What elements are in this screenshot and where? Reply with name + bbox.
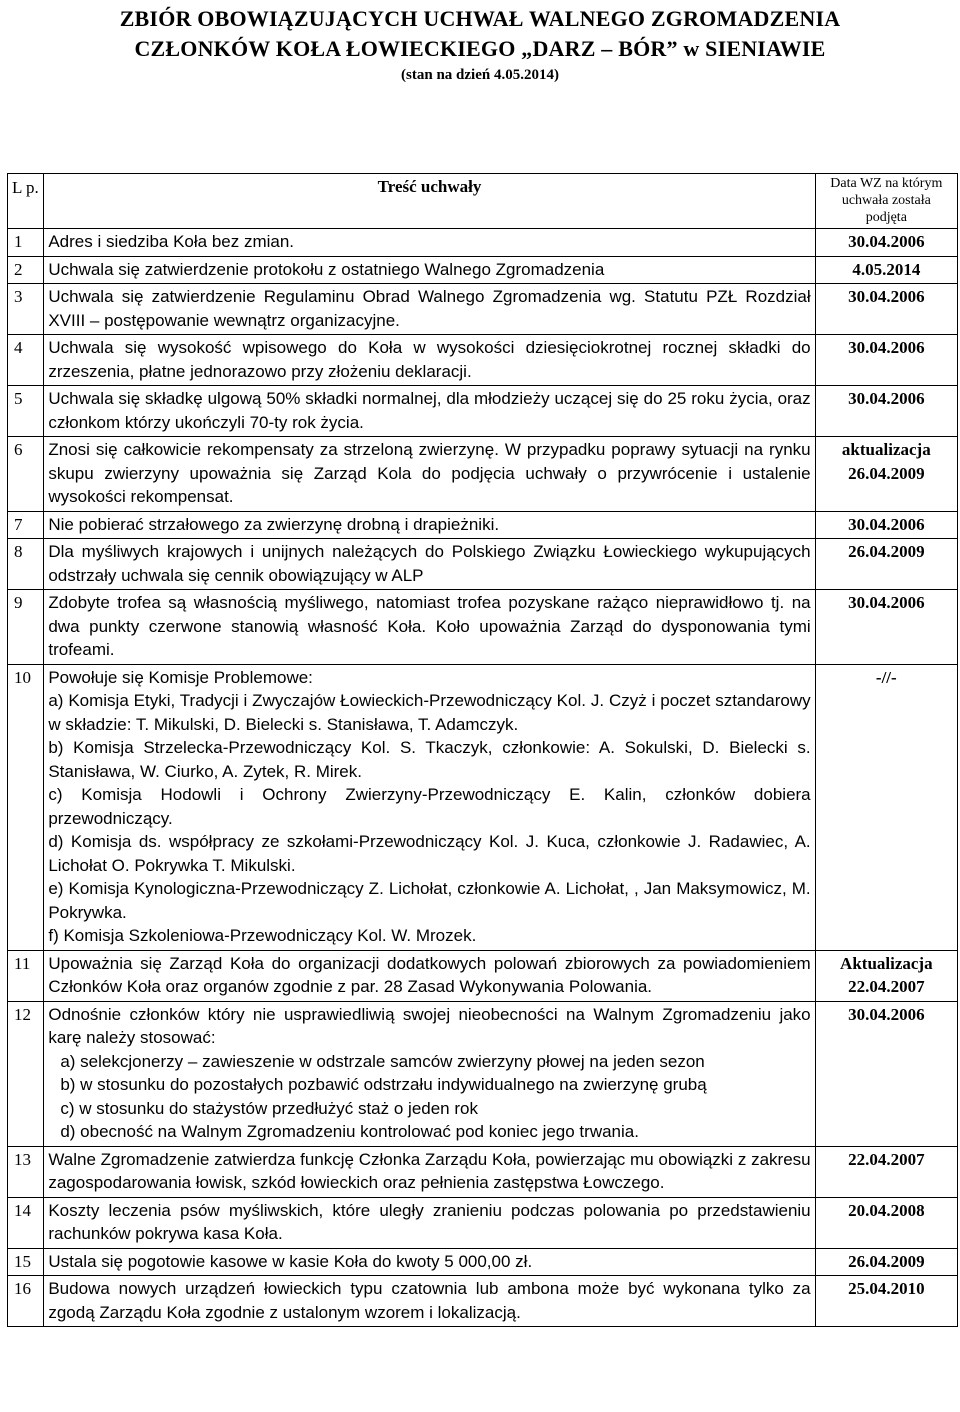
row-number: 8 bbox=[8, 539, 44, 590]
table-row bbox=[8, 664, 958, 950]
row-number: 16 bbox=[8, 1276, 44, 1327]
table-row bbox=[8, 1248, 958, 1276]
row-text bbox=[44, 437, 815, 512]
row-date: 22.04.2007 bbox=[815, 1146, 957, 1197]
table-row bbox=[8, 1197, 958, 1248]
row-number: 13 bbox=[8, 1146, 44, 1197]
row-text-line: f) Komisja Szkoleniowa-Przewodniczący Kol. W. Mrozek. bbox=[48, 926, 477, 945]
row-text-line: a) Komisja Etyki, Tradycji i Zwyczajów Łowieckich-Przewodniczący Kol. J. Czyż i poczet sztandarowy w składzie: T. Mikulski, D. Bielecki s. Stanisława, T. Adamczyk. bbox=[48, 691, 811, 734]
row-text-line: Odnośnie członków który nie usprawiedliwią swojej nieobecności na Walnym Zgromadzeniu jako karę należy stosować: bbox=[48, 1004, 811, 1047]
row-text bbox=[44, 335, 815, 386]
table-body bbox=[8, 229, 958, 1327]
row-date: 30.04.2006 bbox=[815, 284, 957, 335]
row-text bbox=[44, 386, 815, 437]
row-date: aktualizacja 26.04.2009 bbox=[815, 437, 957, 512]
row-text bbox=[44, 229, 815, 257]
row-text-line: Nie pobierać strzałowego za zwierzynę drobną i drapieżniki. bbox=[48, 514, 500, 534]
row-text-line: b) Komisja Strzelecka-Przewodniczący Kol. S. Tkaczyk, członkowie: A. Sokulski, D. Bielecki s. Stanisława, W. Ciurko, A. Zytek, R. Mirek. bbox=[48, 738, 811, 781]
row-text-line: b) w stosunku do pozostałych pozbawić odstrzału indywidualnego na zwierzynę grubą bbox=[60, 1075, 707, 1094]
row-number: 12 bbox=[8, 1001, 44, 1146]
document-subtitle: (stan na dzień 4.05.2014) bbox=[401, 67, 559, 83]
row-text bbox=[44, 664, 815, 950]
document-title-line-2: CZŁONKÓW KOŁA ŁOWIECKIEGO „DARZ – BÓR” w SIENIAWIE bbox=[134, 36, 826, 61]
row-text-line: Uchwala się zatwierdzenie protokołu z ostatniego Walnego Zgromadzenia bbox=[48, 259, 605, 279]
row-date: 30.04.2006 bbox=[815, 335, 957, 386]
row-date: 25.04.2010 bbox=[815, 1276, 957, 1327]
row-number: 14 bbox=[8, 1197, 44, 1248]
row-text-line: Budowa nowych urządzeń łowieckich typu czatownia lub ambona może być wykonana tylko za zgodą Zarządu Koła zgodnie z ustalonym wzorem i lokalizacją. bbox=[48, 1279, 811, 1322]
row-date: 26.04.2009 bbox=[815, 539, 957, 590]
row-number: 10 bbox=[8, 664, 44, 950]
row-date: 30.04.2006 bbox=[815, 590, 957, 665]
row-text-line: Walne Zgromadzenie zatwierdza funkcję Członka Zarządu Koła, powierzając mu obowiązki z zakresu zagospodarowania łowisk, szkód łowieckich oraz pełnienia zastępstwa Łowczego. bbox=[48, 1149, 811, 1192]
row-date: 30.04.2006 bbox=[815, 1001, 957, 1146]
row-text-line: Uchwala się wysokość wpisowego do Koła w wysokości dziesięciokrotnej rocznej składki do zrzeszenia, płatne jednorazowo przy złożeniu deklaracji. bbox=[48, 338, 811, 381]
row-text bbox=[44, 1197, 815, 1248]
row-date: 26.04.2009 bbox=[815, 1248, 957, 1276]
table-row bbox=[8, 1276, 958, 1327]
row-text-line: Dla myśliwych krajowych i unijnych należących do Polskiego Związku Łowieckiego wykupujących odstrzały uchwala się cennik obowiązujący w ALP bbox=[48, 542, 811, 585]
row-text-line: Adres i siedziba Koła bez zmian. bbox=[48, 232, 295, 251]
table-row bbox=[8, 386, 958, 437]
document-title-line-1: ZBIÓR OBOWIĄZUJĄCYCH UCHWAŁ WALNEGO ZGROMADZENIA bbox=[119, 6, 841, 31]
row-number: 3 bbox=[8, 284, 44, 335]
row-text-line: e) Komisja Kynologiczna-Przewodniczący Z. Lichołat, członkowie A. Lichołat, , Jan Maksymowicz, M. Pokrywka. bbox=[48, 879, 811, 922]
table-header-row bbox=[8, 174, 958, 229]
row-text-line: Znosi się całkowicie rekompensaty za strzeloną zwierzynę. W przypadku poprawy sytuacji na rynku skupu zwierzyny upoważnia się Zarząd Kola do podjęcia uchwały o przywrócenie i ustalenie wysokości rekompensat. bbox=[48, 440, 811, 506]
header-text: Treść uchwały bbox=[44, 174, 815, 229]
row-text-line: Koszty leczenia psów myśliwskich, które uległy zranieniu podczas polowania po przedstawieniu rachunków pokrywa kasa Koła. bbox=[48, 1200, 811, 1243]
row-number: 7 bbox=[8, 511, 44, 539]
row-text-line: Uchwala się zatwierdzenie Regulaminu Obrad Walnego Zgromadzenia wg. Statutu PZŁ Rozdział XVIII – postępowanie wewnątrz organizacyjne. bbox=[48, 287, 811, 330]
row-number: 2 bbox=[8, 256, 44, 284]
table-row bbox=[8, 284, 958, 335]
row-number: 5 bbox=[8, 386, 44, 437]
row-date: 30.04.2006 bbox=[815, 386, 957, 437]
row-text-line: Ustala się pogotowie kasowe w kasie Koła do kwoty 5 000,00 zł. bbox=[48, 1251, 533, 1271]
row-date: 30.04.2006 bbox=[815, 229, 957, 257]
row-text-line: d) obecność na Walnym Zgromadzeniu kontrolować pod koniec jego trwania. bbox=[60, 1122, 639, 1141]
header-lp: L p. bbox=[8, 174, 44, 229]
row-text-line: d) Komisja ds. współpracy ze szkołami-Przewodniczący Kol. J. Kuca, członkowie J. Radawiec, A. Lichołat O. Pokrywka T. Mikulski. bbox=[48, 832, 811, 875]
row-date: -//- bbox=[815, 664, 957, 950]
row-text bbox=[44, 256, 815, 284]
table-row bbox=[8, 437, 958, 512]
row-number: 9 bbox=[8, 590, 44, 665]
row-date: 30.04.2006 bbox=[815, 511, 957, 539]
row-text-line: Upoważnia się Zarząd Koła do organizacji dodatkowych polowań zbiorowych za powiadomieniem Członków Koła oraz organów zgodnie z par. 28 Zasad Wykonywania Polowania. bbox=[48, 953, 811, 996]
table-row bbox=[8, 229, 958, 257]
row-text bbox=[44, 590, 815, 665]
resolutions-table bbox=[7, 173, 958, 1327]
row-text bbox=[44, 1001, 815, 1146]
row-number: 15 bbox=[8, 1248, 44, 1276]
row-date: 4.05.2014 bbox=[815, 256, 957, 284]
row-text bbox=[44, 511, 815, 539]
row-text bbox=[44, 1276, 815, 1327]
table-row bbox=[8, 1146, 958, 1197]
row-text-line: Zdobyte trofea są własnością myśliwego, natomiast trofea pozyskane rażąco nieprawidłowo tj. na dwa punkty czerwone stanowią własność Koła. Koło upoważnia Zarząd do dysponowania tymi trofeami. bbox=[48, 593, 811, 659]
row-text bbox=[44, 1146, 815, 1197]
row-text bbox=[44, 950, 815, 1001]
row-text-line: c) w stosunku do stażystów przedłużyć staż o jeden rok bbox=[60, 1098, 478, 1118]
table-row bbox=[8, 539, 958, 590]
table-row bbox=[8, 511, 958, 539]
row-number: 4 bbox=[8, 335, 44, 386]
row-number: 6 bbox=[8, 437, 44, 512]
row-text-line: Powołuje się Komisje Problemowe: bbox=[48, 667, 313, 687]
row-date: 20.04.2008 bbox=[815, 1197, 957, 1248]
table-row bbox=[8, 335, 958, 386]
table-row bbox=[8, 590, 958, 665]
table-row bbox=[8, 256, 958, 284]
document-header bbox=[0, 4, 960, 86]
row-date: Aktualizacja 22.04.2007 bbox=[815, 950, 957, 1001]
table-row bbox=[8, 950, 958, 1001]
row-text bbox=[44, 284, 815, 335]
row-text bbox=[44, 539, 815, 590]
row-number: 11 bbox=[8, 950, 44, 1001]
row-number: 1 bbox=[8, 229, 44, 257]
row-text-line: a) selekcjonerzy – zawieszenie w odstrzale samców zwierzyny płowej na jeden sezon bbox=[60, 1051, 705, 1071]
table-row bbox=[8, 1001, 958, 1146]
row-text-line: Uchwala się składkę ulgową 50% składki normalnej, dla młodzieży uczącej się do 25 roku życia, oraz członkom którzy ukończyli 70-ty rok życia. bbox=[48, 389, 811, 432]
row-text-line: c) Komisja Hodowli i Ochrony Zwierzyny-Przewodniczący E. Kalin, członków dobiera przewodniczący. bbox=[48, 785, 811, 828]
row-text bbox=[44, 1248, 815, 1276]
header-date: Data WZ na którym uchwała została podjęta bbox=[815, 174, 957, 229]
